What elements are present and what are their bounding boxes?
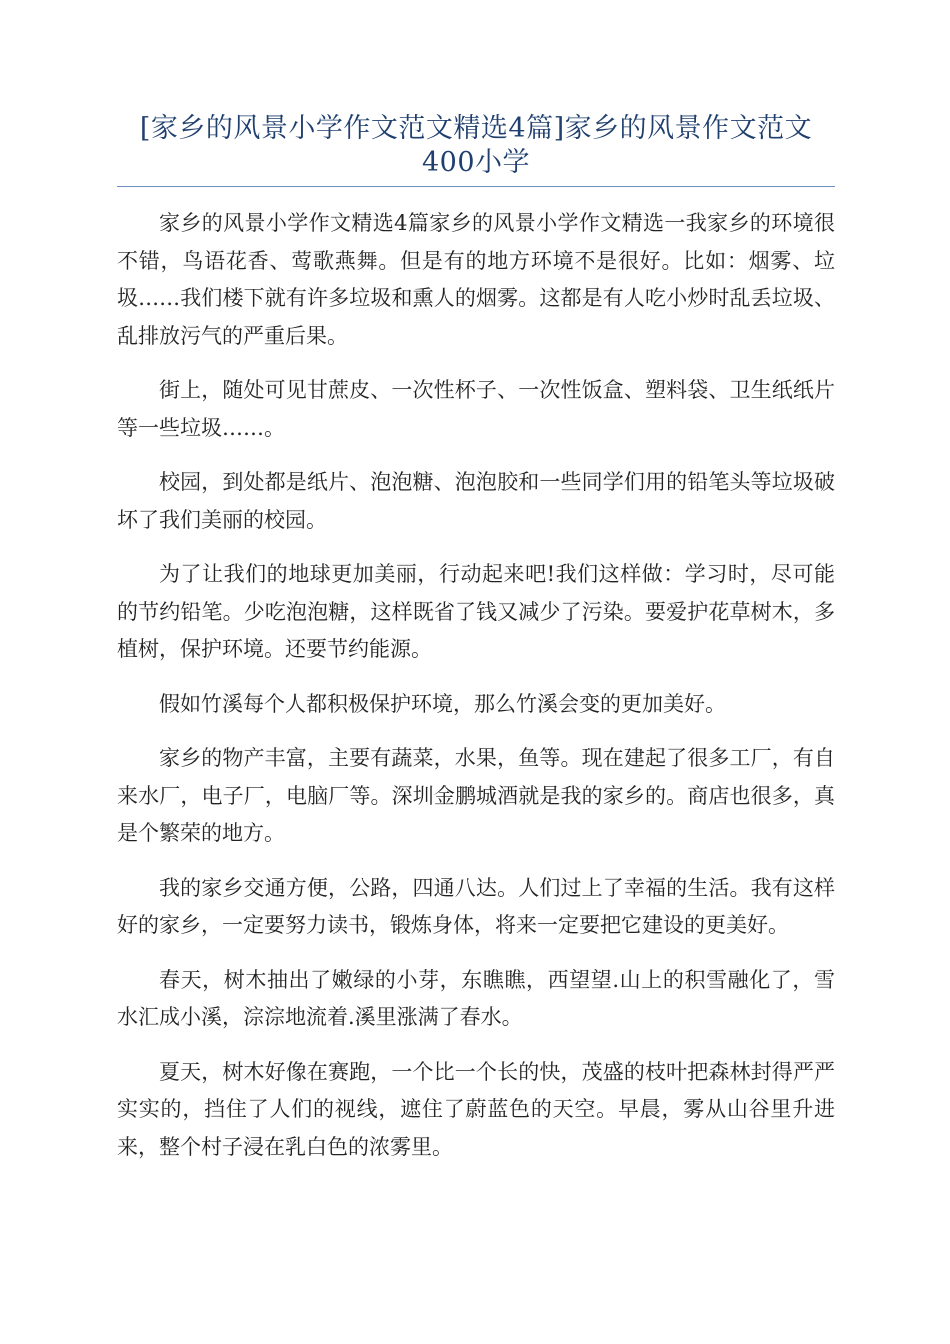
paragraph: 家乡的风景小学作文精选4篇家乡的风景小学作文精选一我家乡的环境很不错，鸟语花香、莺歌燕舞。但是有的地方环境不是很好。比如：烟雾、垃圾……我们楼下就有许多垃圾和熏人的烟雾。这都是有人吃小炒时乱丢垃圾、乱排放污气的严重后果。 [117,211,835,348]
document-title: [家乡的风景小学作文范文精选4篇]家乡的风景作文范文400小学 [139,113,813,178]
paragraph: 夏天，树木好像在赛跑，一个比一个长的快，茂盛的枝叶把森林封得严严实实的，挡住了人们的视线，遮住了蔚蓝色的天空。早晨，雾从山谷里升进来，整个村子浸在乳白色的浓雾里。 [117,1059,835,1159]
document-body [117,205,835,1166]
paragraph: 我的家乡交通方便，公路，四通八达。人们过上了幸福的生活。我有这样好的家乡，一定要努力读书，锻炼身体，将来一定要把它建设的更美好。 [117,875,835,937]
paragraph: 街上，随处可见甘蔗皮、一次性杯子、一次性饭盒、塑料袋、卫生纸纸片等一些垃圾……。 [117,378,835,440]
paragraph: 为了让我们的地球更加美丽，行动起来吧!我们这样做：学习时，尽可能的节约铅笔。少吃泡泡糖，这样既省了钱又减少了污染。要爱护花草树木，多植树，保护环境。还要节约能源。 [117,562,835,661]
document-page [117,112,835,1183]
paragraph: 家乡的物产丰富，主要有蔬菜，水果，鱼等。现在建起了很多工厂，有自来水厂，电子厂，电脑厂等。深圳金鹏城酒就是我的家乡的。商店也很多，真是个繁荣的地方。 [117,746,835,845]
paragraph: 假如竹溪每个人都积极保护环境，那么竹溪会变的更加美好。 [159,691,726,716]
paragraph: 春天，树木抽出了嫩绿的小芽，东瞧瞧，西望望.山上的积雪融化了，雪水汇成小溪，淙淙地流着.溪里涨满了春水。 [117,967,835,1029]
paragraph: 校园，到处都是纸片、泡泡糖、泡泡胶和一些同学们用的铅笔头等垃圾破坏了我们美丽的校园。 [117,470,835,532]
title-divider [117,186,835,187]
